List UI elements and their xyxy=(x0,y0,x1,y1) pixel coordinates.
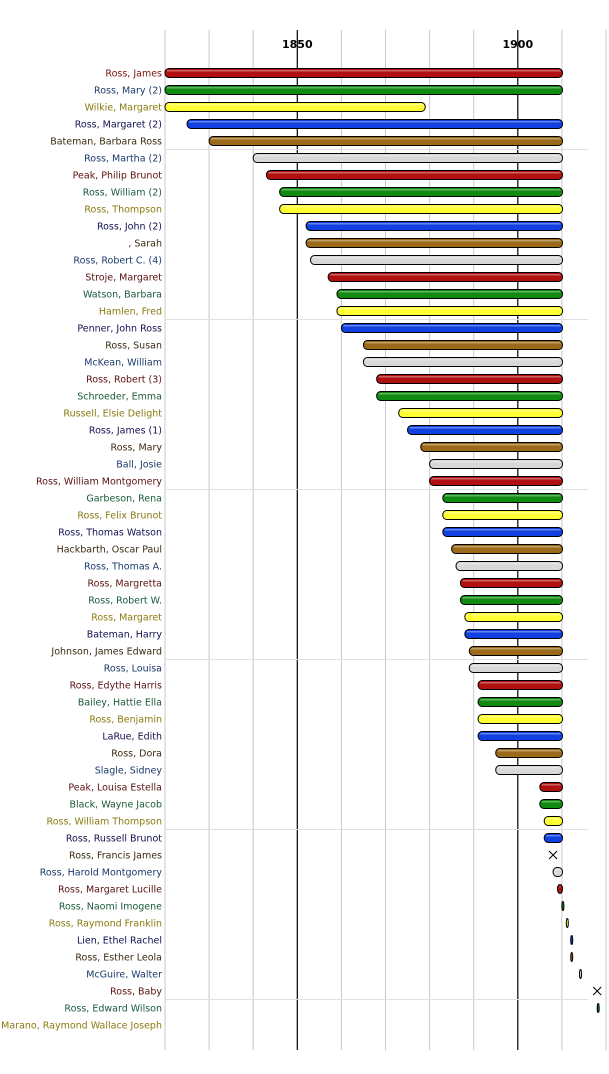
life-bar-highlight xyxy=(308,240,560,242)
person-label: Ross, Robert C. (4) xyxy=(73,255,162,267)
life-bar xyxy=(430,477,563,486)
life-bar xyxy=(430,460,563,469)
person-label: Ross, Margaret (2) xyxy=(74,119,162,131)
death-marker xyxy=(593,987,601,995)
life-bar xyxy=(496,749,563,758)
life-bar-highlight xyxy=(480,682,560,684)
person-label: Stroje, Margaret xyxy=(85,272,162,284)
person-label: Lien, Ethel Rachel xyxy=(76,935,162,947)
person-label: Ross, Francis James xyxy=(69,850,162,862)
person-label: Ross, Robert W. xyxy=(88,595,162,607)
life-bar-highlight xyxy=(462,597,560,599)
life-bar-highlight xyxy=(462,580,560,582)
life-bar-highlight xyxy=(467,631,561,633)
person-label: Ross, Thomas A. xyxy=(84,561,162,573)
tick-labels xyxy=(282,38,609,51)
person-label: Ross, Harold Montgomery xyxy=(39,867,162,879)
life-bar xyxy=(408,426,563,435)
life-bar xyxy=(399,409,563,418)
life-bar xyxy=(597,1004,599,1013)
life-bar-highlight xyxy=(255,155,560,157)
tick-label-1850: 1850 xyxy=(281,38,313,51)
life-bar xyxy=(337,290,563,299)
life-bar-highlight xyxy=(498,750,561,752)
tick-label-1900: 1900 xyxy=(502,38,534,51)
life-bar-highlight xyxy=(542,784,561,786)
life-bar-highlight xyxy=(599,1005,600,1007)
life-bar-highlight xyxy=(432,461,561,463)
person-label: Schroeder, Emma xyxy=(77,391,162,403)
life-bar xyxy=(328,273,562,282)
life-bar-highlight xyxy=(343,325,560,327)
person-label: Ross, James xyxy=(105,68,162,80)
life-bar xyxy=(443,528,563,537)
person-label: Garbeson, Rena xyxy=(86,493,162,505)
life-bar xyxy=(452,545,563,554)
person-label: Ross, Raymond Franklin xyxy=(48,918,162,930)
life-bar-highlight xyxy=(268,172,560,174)
life-bar xyxy=(540,783,563,792)
person-label: Hackbarth, Oscar Paul xyxy=(56,544,162,556)
life-bar-highlight xyxy=(480,699,560,701)
person-labels xyxy=(1,69,162,1032)
life-bar xyxy=(465,613,563,622)
person-label: Ross, Felix Brunot xyxy=(77,510,162,522)
life-bar-highlight xyxy=(498,767,561,769)
person-label: Ross, Naomi Imogene xyxy=(58,901,162,913)
person-label: Ross, Edward Wilson xyxy=(64,1003,162,1015)
life-bar-highlight xyxy=(445,529,561,531)
life-bar-highlight xyxy=(211,138,560,140)
life-bar-highlight xyxy=(410,427,561,429)
life-bar xyxy=(544,834,562,843)
person-label: Ball, Josie xyxy=(116,459,162,471)
life-bar xyxy=(478,732,562,741)
person-label: Slagle, Sidney xyxy=(94,765,162,777)
person-label: Peak, Philip Brunot xyxy=(72,170,162,182)
person-label: Ross, Benjamin xyxy=(89,714,162,726)
life-bar xyxy=(465,630,563,639)
person-label: McKean, William xyxy=(84,357,162,369)
life-bar-highlight xyxy=(432,478,561,480)
life-bar xyxy=(469,664,562,673)
person-label: Black, Wayne Jacob xyxy=(69,799,162,811)
person-label: LaRue, Edith xyxy=(102,731,162,743)
life-bar xyxy=(478,681,562,690)
life-bar-highlight xyxy=(454,546,561,548)
person-label: , Sarah xyxy=(128,238,162,250)
person-label: Ross, Dora xyxy=(111,748,162,760)
person-label: Ross, Russell Brunot xyxy=(65,833,162,845)
life-bar xyxy=(377,392,563,401)
person-label: Ross, Mary xyxy=(110,442,162,454)
life-bar-highlight xyxy=(313,257,561,259)
life-bar-highlight xyxy=(282,206,561,208)
life-bar-highlight xyxy=(365,359,560,361)
person-label: Ross, Martha (2) xyxy=(84,153,162,165)
life-bar-highlight xyxy=(480,716,560,718)
person-label: Ross, James (1) xyxy=(88,425,162,437)
life-bar-highlight xyxy=(555,869,560,871)
life-bar-highlight xyxy=(167,104,423,106)
life-bar xyxy=(571,953,573,962)
life-bar-highlight xyxy=(559,886,560,888)
life-bar-highlight xyxy=(458,563,560,565)
life-bar-highlight xyxy=(564,903,565,905)
life-bar xyxy=(443,494,563,503)
life-bar xyxy=(165,103,425,112)
life-bar xyxy=(562,902,564,911)
person-label: Watson, Barbara xyxy=(83,289,162,301)
person-label: Marano, Raymond Wallace Joseph xyxy=(1,1020,162,1032)
life-bar-highlight xyxy=(379,393,561,395)
life-bar-highlight xyxy=(471,648,560,650)
life-bar xyxy=(209,137,562,146)
life-bar-highlight xyxy=(445,495,561,497)
life-bar-highlight xyxy=(282,189,561,191)
life-bar-highlight xyxy=(308,223,560,225)
person-label: Ross, William Montgomery xyxy=(36,476,162,488)
life-bar xyxy=(253,154,562,163)
life-bar xyxy=(553,868,562,877)
grid-lines xyxy=(165,30,609,1050)
life-bar xyxy=(566,919,568,928)
person-label: Johnson, James Edward xyxy=(51,646,162,658)
life-bar-highlight xyxy=(167,87,561,89)
life-bar xyxy=(363,341,562,350)
life-bar xyxy=(580,970,582,979)
life-bar-highlight xyxy=(379,376,561,378)
person-label: Peak, Louisa Estella xyxy=(68,782,162,794)
life-bar xyxy=(280,188,563,197)
life-bar xyxy=(540,800,563,809)
life-bar xyxy=(341,324,562,333)
life-bars xyxy=(165,69,609,1030)
life-bar xyxy=(377,375,563,384)
person-label: Ross, Mary (2) xyxy=(94,85,162,97)
life-bar-highlight xyxy=(423,444,561,446)
life-bar xyxy=(165,86,563,95)
life-bar-highlight xyxy=(339,308,561,310)
person-label: Hamlen, Fred xyxy=(98,306,162,318)
life-bar xyxy=(460,579,562,588)
life-bar-highlight xyxy=(546,818,560,820)
person-label: Ross, William Thompson xyxy=(46,816,162,828)
life-bar xyxy=(280,205,563,214)
life-bar xyxy=(469,647,562,656)
life-bar-highlight xyxy=(339,291,561,293)
life-bar xyxy=(187,120,562,129)
life-bar-highlight xyxy=(542,801,561,803)
life-bar-highlight xyxy=(365,342,560,344)
person-label: Ross, Edythe Harris xyxy=(69,680,162,692)
life-bar-highlight xyxy=(167,70,561,72)
life-bar xyxy=(266,171,562,180)
life-bar-highlight xyxy=(471,665,560,667)
life-bar-highlight xyxy=(480,733,560,735)
life-bar-highlight xyxy=(568,920,569,922)
life-bar xyxy=(306,239,562,248)
person-label: Ross, Robert (3) xyxy=(86,374,162,386)
person-label: Ross, Margaret Lucille xyxy=(58,884,162,896)
person-label: Ross, William (2) xyxy=(82,187,162,199)
person-label: Wilkie, Margaret xyxy=(84,102,162,114)
life-bar-highlight xyxy=(401,410,561,412)
person-label: Ross, Baby xyxy=(110,986,162,998)
person-label: Ross, Margretta xyxy=(87,578,162,590)
life-bar xyxy=(478,698,562,707)
person-label: Ross, Margaret xyxy=(91,612,162,624)
person-label: Ross, Thomas Watson xyxy=(58,527,162,539)
life-bar-highlight xyxy=(189,121,560,123)
life-bar xyxy=(363,358,562,367)
life-bar xyxy=(460,596,562,605)
life-bar xyxy=(421,443,563,452)
death-marker xyxy=(549,851,557,859)
life-bar-highlight xyxy=(573,954,574,956)
person-label: Ross, Thompson xyxy=(84,204,162,216)
life-bar-highlight xyxy=(445,512,561,514)
life-bar xyxy=(165,69,563,78)
life-bar-highlight xyxy=(573,937,574,939)
life-bar xyxy=(311,256,563,265)
person-label: Russell, Elsie Delight xyxy=(63,408,162,420)
life-bar xyxy=(456,562,562,571)
person-label: Bateman, Barbara Ross xyxy=(50,136,162,148)
life-bar xyxy=(557,885,562,894)
life-bar xyxy=(337,307,563,316)
person-label: Ross, Esther Leola xyxy=(75,952,162,964)
person-label: Ross, John (2) xyxy=(96,221,162,233)
life-bar xyxy=(571,936,573,945)
life-bar xyxy=(306,222,562,231)
person-label: Ross, Susan xyxy=(105,340,162,352)
life-bar xyxy=(478,715,562,724)
person-label: McGuire, Walter xyxy=(86,969,162,981)
life-bar-highlight xyxy=(467,614,561,616)
life-bar-highlight xyxy=(330,274,560,276)
person-label: Bailey, Hattie Ella xyxy=(77,697,162,709)
person-label: Penner, John Ross xyxy=(77,323,162,335)
life-bar-highlight xyxy=(582,971,583,973)
life-bar xyxy=(496,766,563,775)
life-bar-highlight xyxy=(546,835,560,837)
person-label: Bateman, Harry xyxy=(86,629,162,641)
person-label: Ross, Louisa xyxy=(103,663,162,675)
life-bar xyxy=(443,511,563,520)
life-bar xyxy=(544,817,562,826)
